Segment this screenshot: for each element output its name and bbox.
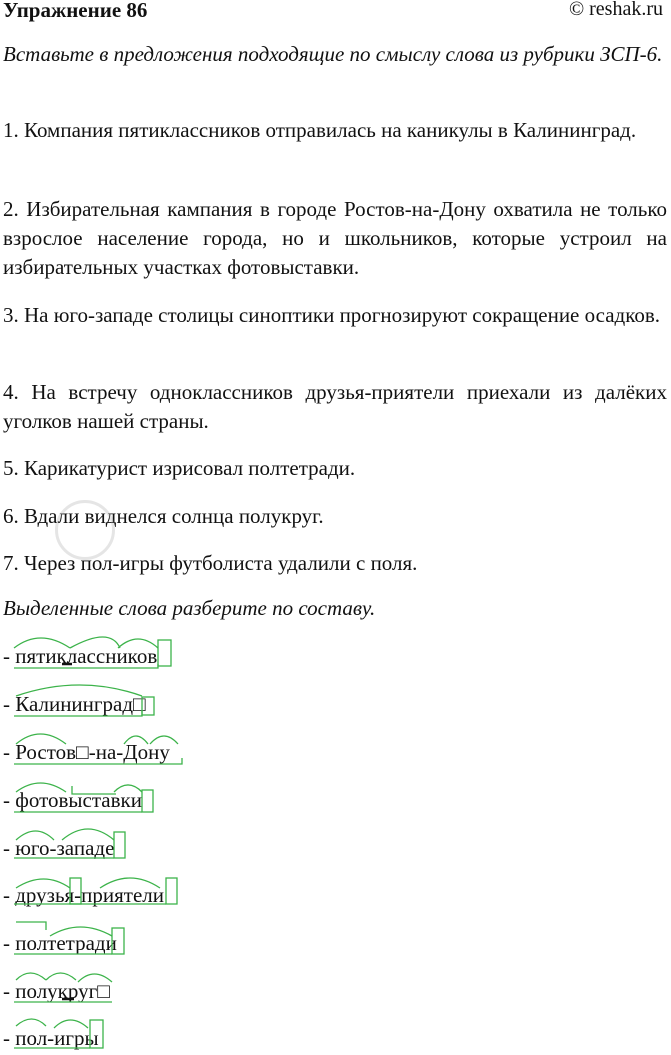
word-item: - фотовыставки (3, 788, 142, 812)
copyright-watermark-circle (55, 500, 115, 560)
sentence-2: 2. Избирательная кампания в городе Ростов-на-Дону охватила не только взрослое население города, но и школьников, которые устроил на избирательных участках фотовыставки. (3, 197, 667, 279)
sentence-1: 1. Компания пятиклассников отправилась на каникулы в Калининград. (3, 118, 637, 142)
word-item: - полтетради (3, 931, 117, 955)
word-item: - пол-игры (3, 1026, 99, 1050)
word-item: - друзья-приятели (3, 883, 165, 907)
word-item: - пятиклассников (3, 644, 158, 668)
word-item: - полукруг□ (3, 979, 110, 1003)
exercise-title: Упражнение 86 (3, 0, 148, 22)
word-item: - Ростов□-на-Дону (3, 740, 170, 764)
sentence-4: 4. На встречу одноклассников друзья-приятели приехали из далёких уголков нашей страны. (3, 380, 667, 433)
sentence-3: 3. На юго-западе столицы синоптики прогнозируют сокращение осадков. (3, 303, 661, 327)
task-text: Вставьте в предложения подходящие по смыслу слова из рубрики ЗСП-6. (3, 42, 663, 66)
sentence-6: 6. Вдали виднелся солнца полукруг. (3, 504, 324, 528)
sentence-7: 7. Через пол-игры футболиста удалили с поля. (3, 551, 418, 575)
word-item: - юго-западе (3, 836, 115, 860)
word-item: - Калининград□ (3, 692, 146, 716)
task2-text: Выделенные слова разберите по составу. (3, 596, 376, 620)
sentence-5: 5. Карикатурист изрисовал полтетради. (3, 456, 356, 480)
site-watermark-text: © reshak.ru (568, 0, 663, 20)
